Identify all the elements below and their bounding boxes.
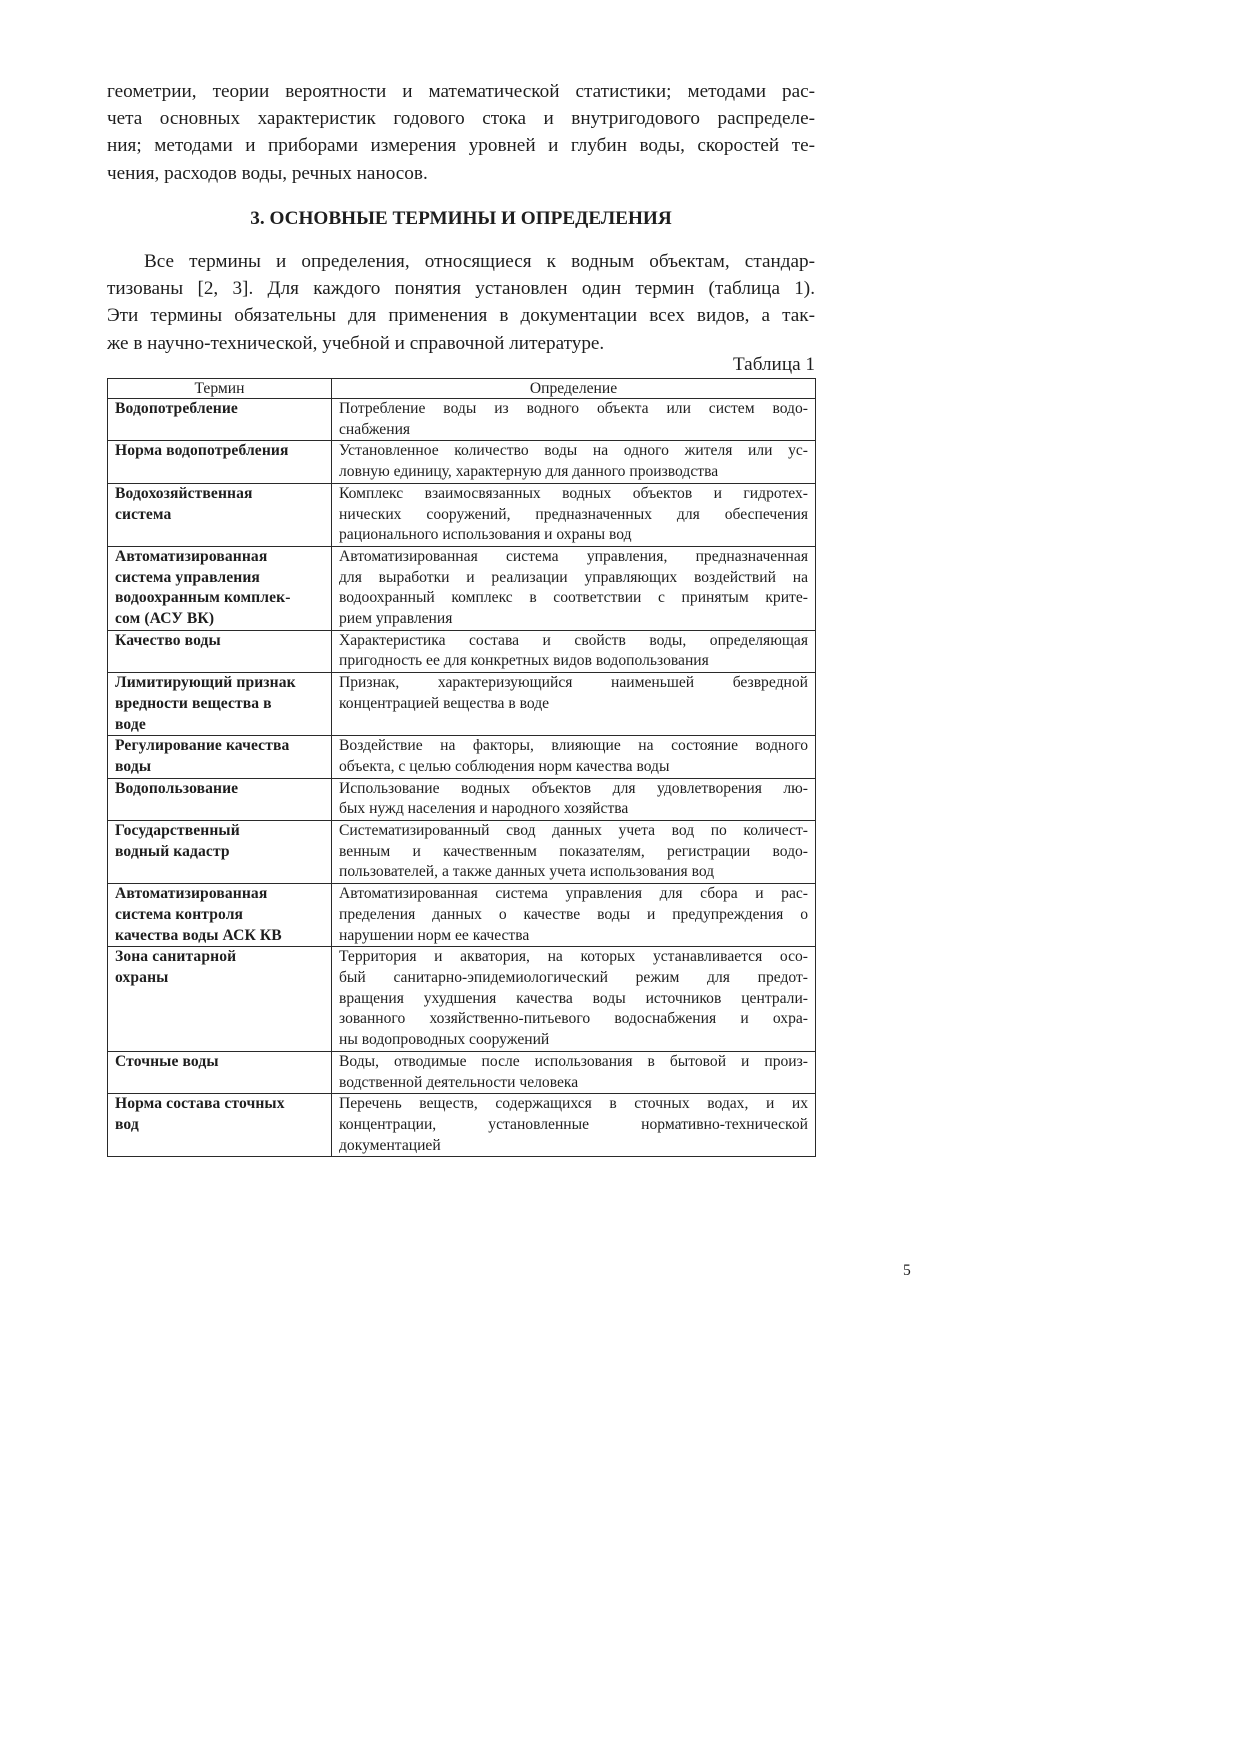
page-number: 5 — [903, 1262, 911, 1279]
definition-line: Автоматизированная система управления для сбора и рас- — [339, 885, 808, 903]
definition-line: бых нужд населения и народного хозяйства — [339, 800, 629, 818]
term-line: Сточные воды — [115, 1052, 219, 1070]
definition-line: Перечень веществ, содержащихся в сточных водах, и их — [339, 1095, 808, 1113]
definition-cell — [332, 1094, 816, 1157]
section-heading: 3. ОСНОВНЫЕ ТЕРМИНЫ И ОПРЕДЕЛЕНИЯ — [250, 208, 672, 229]
term-cell — [108, 673, 332, 736]
definition-line: Комплекс взаимосвязанных водных объектов и гидротех- — [339, 484, 808, 502]
table-row — [108, 947, 816, 1052]
term-cell — [108, 778, 332, 820]
definition-cell — [332, 441, 816, 483]
term-line: Качество воды — [115, 631, 221, 649]
definition-line: нарушении норм ее качества — [339, 926, 530, 944]
definition-line: ны водопроводных сооружений — [339, 1031, 550, 1049]
definition-line: нических сооружений, предназначенных для обеспечения — [339, 505, 808, 523]
term-cell — [108, 736, 332, 778]
definition-line: Территория и акватория, на которых устанавливается осо- — [339, 948, 808, 966]
table-caption: Таблица 1 — [732, 354, 815, 375]
term-line: Зона санитарной — [115, 948, 237, 966]
term-line: система — [115, 505, 172, 523]
definition-line: концентрацией вещества в воде — [339, 694, 550, 712]
definition-line: Воды, отводимые после использования в бытовой и произ- — [339, 1052, 808, 1070]
term-cell — [108, 821, 332, 884]
paragraph-line: ния; методами и приборами измерения уровней и глубин воды, скоростей те- — [107, 135, 815, 157]
definition-line: Характеристика состава и свойств воды, определяющая — [339, 631, 808, 649]
definition-cell — [332, 673, 816, 736]
paragraph-line: чета основных характеристик годового стока и внутригодового распределе- — [107, 108, 815, 130]
definition-line: объекта, с целью соблюдения норм качества воды — [339, 757, 670, 775]
table-row — [108, 1051, 816, 1093]
definition-cell — [332, 821, 816, 884]
paragraph-line: чения, расходов воды, речных наносов. — [107, 162, 428, 184]
term-cell — [108, 1094, 332, 1157]
definition-cell — [332, 736, 816, 778]
table-row — [108, 399, 816, 441]
term-line: система управления — [115, 568, 260, 586]
term-line: Регулирование качества — [115, 737, 290, 755]
term-cell — [108, 884, 332, 947]
table-row — [108, 884, 816, 947]
definition-line: рационального использования и охраны вод — [339, 526, 632, 544]
top-paragraph — [107, 78, 815, 187]
term-line: Водопользование — [115, 779, 239, 797]
definition-line: пределения данных о качестве воды и предупреждения о — [339, 905, 808, 923]
term-cell — [108, 1051, 332, 1093]
term-line: вредности вещества в — [115, 694, 272, 712]
term-line: вод — [115, 1115, 139, 1133]
term-line: водоохранным комплек- — [115, 589, 291, 607]
term-line: Государственный — [115, 822, 240, 840]
definition-cell — [332, 546, 816, 630]
table-row — [108, 821, 816, 884]
definition-cell — [332, 399, 816, 441]
definition-line: для выработки и реализации управляющих воздействий на — [339, 568, 808, 586]
definition-line: вращения ухудшения качества воды источников централи- — [339, 989, 808, 1007]
definition-line: Признак, характеризующийся наименьшей безвредной — [339, 674, 808, 692]
term-cell — [108, 630, 332, 672]
term-cell — [108, 546, 332, 630]
definition-cell — [332, 483, 816, 546]
definition-line: бый санитарно-эпидемиологический режим для предот- — [339, 968, 808, 986]
definition-line: снабжения — [339, 420, 411, 438]
term-line: сом (АСУ ВК) — [115, 610, 215, 628]
term-cell — [108, 441, 332, 483]
term-line: Водопотребление — [115, 400, 238, 417]
table-row — [108, 441, 816, 483]
intro-paragraph — [107, 248, 815, 357]
definition-cell — [332, 884, 816, 947]
definition-line: зованного хозяйственно-питьевого водоснабжения и охра- — [339, 1010, 808, 1028]
term-line: воды — [115, 757, 152, 775]
table-row — [108, 630, 816, 672]
table-header-row — [108, 379, 816, 399]
definition-cell — [332, 778, 816, 820]
term-line: Водохозяйственная — [115, 484, 253, 502]
table-row — [108, 736, 816, 778]
definition-line: Воздействие на факторы, влияющие на состояние водного — [339, 737, 808, 755]
document-page — [107, 78, 911, 1279]
term-line: воде — [115, 715, 146, 733]
paragraph-line: тизованы [2, 3]. Для каждого понятия установлен один термин (таблица 1). — [107, 278, 815, 300]
paragraph-line: геометрии, теории вероятности и математической статистики; методами рас- — [107, 81, 815, 102]
definition-line: пригодность ее для конкретных видов водопользования — [339, 652, 709, 670]
definition-line: ловную единицу, характерную для данного производства — [339, 463, 719, 481]
definition-line: рием управления — [339, 610, 453, 628]
term-line: качества воды АСК КВ — [115, 926, 282, 944]
term-cell — [108, 483, 332, 546]
terms-table — [107, 378, 816, 1157]
definition-line: Использование водных объектов для удовлетворения лю- — [339, 779, 808, 797]
table-row — [108, 1094, 816, 1157]
paragraph-line: же в научно-технической, учебной и справочной литературе. — [107, 332, 605, 354]
term-cell — [108, 399, 332, 441]
term-line: система контроля — [115, 905, 244, 923]
definition-line: водственной деятельности человека — [339, 1073, 579, 1091]
definition-line: Систематизированный свод данных учета вод по количест- — [339, 822, 808, 840]
definition-line: водоохранный комплекс в соответствии с принятым крите- — [339, 589, 808, 607]
definition-line: пользователей, а также данных учета использования вод — [339, 863, 715, 881]
term-line: водный кадастр — [115, 842, 230, 860]
definition-line: венным и качественным показателям, регистрации водо- — [339, 842, 808, 860]
definition-cell — [332, 1051, 816, 1093]
paragraph-line: Все термины и определения, относящиеся к водным объектам, стандар- — [144, 251, 815, 272]
definition-line: концентрации, установленные нормативно-технической — [339, 1115, 808, 1133]
definition-line: Установленное количество воды на одного жителя или ус- — [339, 442, 808, 460]
definition-cell — [332, 947, 816, 1052]
table-body — [108, 399, 816, 1157]
term-line: Лимитирующий признак — [115, 674, 296, 692]
table-row — [108, 483, 816, 546]
term-cell — [108, 947, 332, 1052]
term-line: Автоматизированная — [115, 547, 268, 565]
table-row — [108, 673, 816, 736]
definition-cell — [332, 630, 816, 672]
definition-line: Потребление воды из водного объекта или систем водо- — [339, 400, 808, 417]
term-line: Норма водопотребления — [115, 442, 289, 460]
table-row — [108, 778, 816, 820]
paragraph-line: Эти термины обязательны для применения в документации всех видов, а так- — [107, 305, 815, 327]
term-line: Автоматизированная — [115, 885, 268, 903]
term-line: Норма состава сточных — [115, 1095, 285, 1113]
table-row — [108, 546, 816, 630]
definition-line: документацией — [339, 1136, 441, 1154]
column-header-term: Термин — [108, 379, 332, 399]
column-header-definition: Определение — [332, 379, 816, 399]
definition-line: Автоматизированная система управления, предназначенная — [339, 547, 808, 565]
term-line: охраны — [115, 968, 169, 986]
